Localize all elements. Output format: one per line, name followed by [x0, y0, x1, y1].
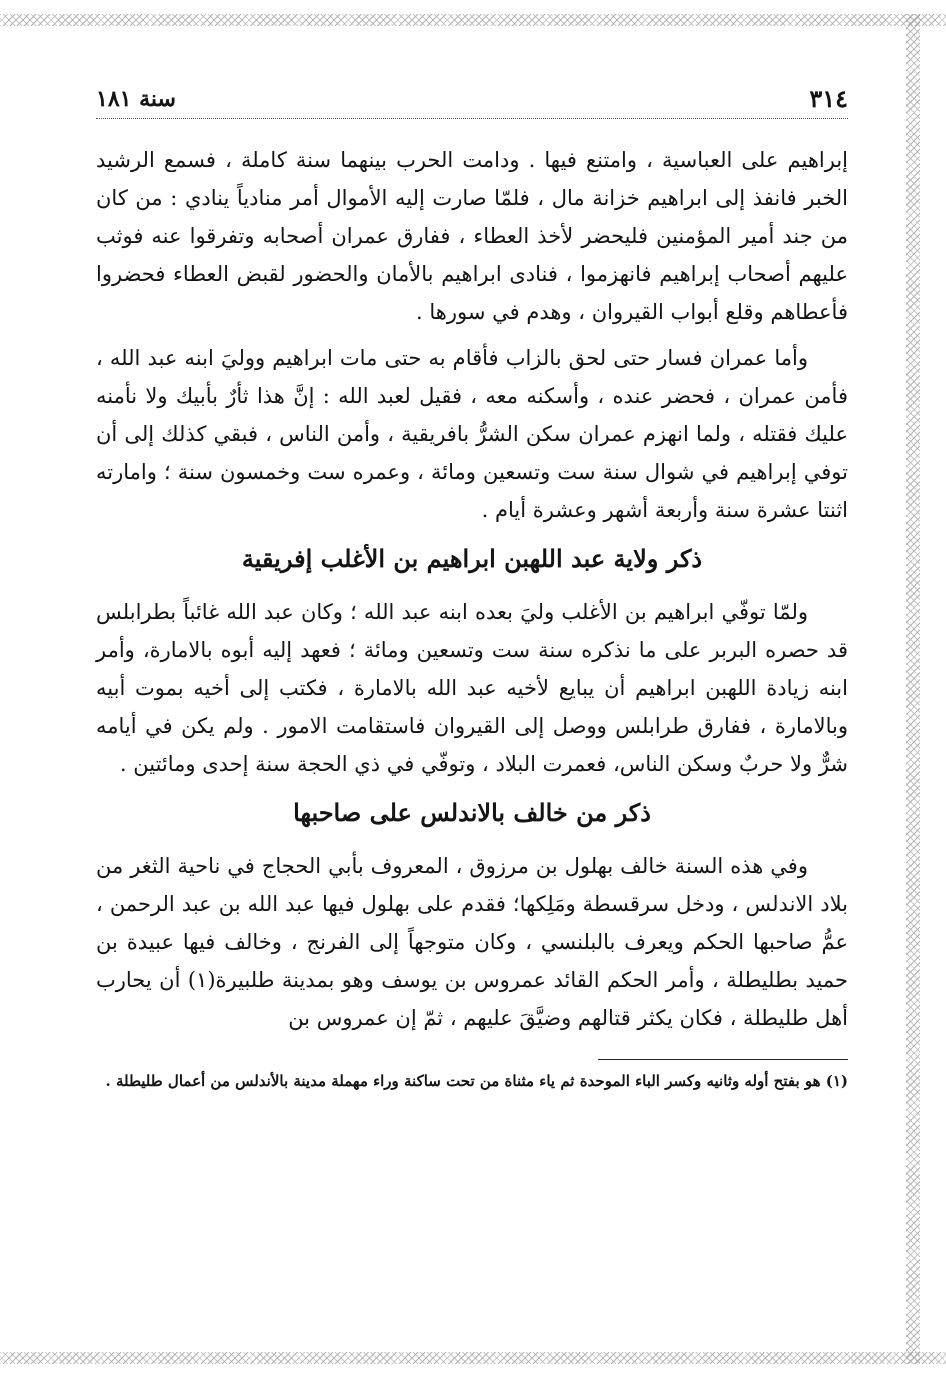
decorative-border-bottom [0, 1352, 946, 1364]
running-header [96, 84, 848, 119]
page-number: ٣١٤ [809, 84, 848, 113]
decorative-border-top [0, 14, 946, 26]
paragraph-2: وأما عمران فسار حتى لحق بالزاب فأقام به حتى مات ابراهيم ووليَ ابنه عبد الله ، فأمن عمران ، فحضر عنده ، وأسكنه معه ، فقيل لعبد الله : إنَّ هذا ثأرٌ بأبيك ولا نأمنه عليك فقتله ، ولما انهزم عمران سكن الشرُّ بافريقية ، وأمن الناس ، فبقي كذلك إلى أن توفي إبراهيم في شوال سنة ست وتسعين ومائة ، وعمره ست وخمسون سنة ؛ وامارته اثنتا عشرة سنة وأربعة أشهر وعشرة أيام . [96, 346, 848, 522]
section-title-1: ذكر ولاية عبد اللهبن ابراهيم بن الأغلب إفريقية [241, 544, 703, 573]
decorative-border-right [906, 14, 920, 1364]
footnote-divider [598, 1059, 848, 1060]
paragraph-1: إبراهيم على العباسية ، وامتنع فيها . ودامت الحرب بينهما سنة كاملة ، فسمع الرشيد الخبر فانفذ إلى ابراهيم خزانة مال ، فلمّا صارت إليه الأموال أمر منادياً ينادي : من كان من جند أمير المؤمنين فليحضر لأخذ العطاء ، ففارق عمران أصحابه وتفرقوا عنه فوثب عليهم أصحاب إبراهيم فانهزموا ، فنادى ابراهيم بالأمان والحضور لقبض العطاء فحضروا فأعطاهم وقلع أبواب القيروان ، وهدم في سورها . [96, 148, 848, 324]
book-page [96, 84, 848, 1094]
footnote: (١) هو بفتح أوله وثانيه وكسر الباء الموحدة ثم ياء مثناة من تحت ساكنة وراء مهملة مدينة بالأندلس من أعمال طليطلة . [105, 1072, 848, 1090]
section-title-2: ذكر من خالف بالاندلس على صاحبها [293, 798, 651, 827]
header-year: سنة ١٨١ [96, 86, 176, 112]
paragraph-4: وفي هذه السنة خالف بهلول بن مرزوق ، المعروف بأبي الحجاج في ناحية الثغر من بلاد الاندلس ، ودخل سرقسطة ومَلِكها؛ فقدم على بهلول فيها عبد الله بن عبد الرحمن ، عمُّ صاحبها الحكم ويعرف بالبلنسي ، وكان متوجهاً إلى الفرنج ، وخالف فيها عبيدة بن حميد بطليطلة ، وأمر الحكم القائد عمروس بن يوسف وهو بمدينة طلبيرة(١) أن يحارب أهل طليطلة ، فكان يكثر قتالهم وضيَّقَ عليهم ، ثمّ إن عمروس بن [96, 854, 848, 1030]
paragraph-3: ولمّا توفّي ابراهيم بن الأغلب وليَ بعده ابنه عبد الله ؛ وكان عبد الله غائباً بطرابلس قد حصره البربر على ما نذكره سنة ست وتسعين ومائة ؛ فعهد إليه أبوه بالامارة، وأمر ابنه زيادة اللهبن ابراهيم أن يبايع لأخيه عبد الله بالامارة ، فكتب إلى أخيه بموت أبيه وبالامارة ، ففارق طرابلس ووصل إلى القيروان فاستقامت الامور . ولم يكن في أيامه شرٌّ ولا حربٌ وسكن الناس، فعمرت البلاد ، وتوفّي في ذي الحجة سنة إحدى ومائتين . [96, 600, 848, 776]
